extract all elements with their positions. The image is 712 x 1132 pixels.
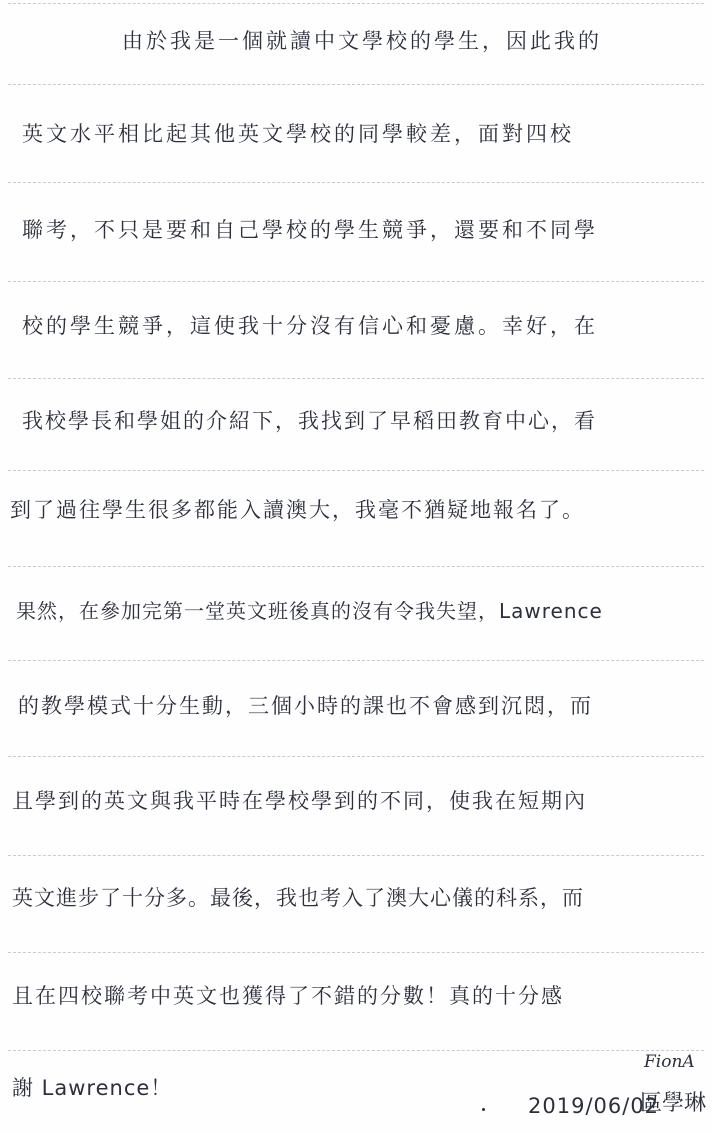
letter-line: 校的學生競爭，這使我十分沒有信心和憂慮。幸好，在 (22, 314, 598, 338)
ruled-line (8, 3, 704, 4)
letter-line: 聯考，不只是要和自己學校的學生競爭，還要和不同學 (22, 218, 598, 242)
letter-line: 的教學模式十分生動，三個小時的課也不會感到沉悶，而 (18, 694, 593, 718)
ruled-line (8, 1050, 704, 1051)
ruled-line (8, 84, 704, 85)
ruled-line (8, 756, 704, 757)
letter-line: 到了過往學生很多都能入讀澳大，我毫不猶疑地報名了。 (10, 498, 585, 522)
letter-line: 且在四校聯考中英文也獲得了不錯的分數！真的十分感 (12, 984, 564, 1008)
letter-line: 果然，在參加完第一堂英文班後真的沒有令我失望，Lawrence (16, 599, 603, 623)
signature-english-name: FionA (644, 1052, 695, 1072)
letter-line: 且學到的英文與我平時在學校學到的不同，使我在短期內 (12, 789, 587, 813)
ruled-line (8, 660, 704, 661)
ruled-line (8, 470, 704, 471)
ruled-line (8, 281, 704, 282)
ruled-line (8, 855, 704, 856)
ruled-line (8, 952, 704, 953)
letter-line: 由於我是一個就讀中文學校的學生，因此我的 (122, 29, 602, 53)
letter-line: 謝 Lawrence！ (12, 1076, 173, 1100)
ruled-line (8, 182, 704, 183)
letter-line: 英文水平相比起其他英文學校的同學較差，面對四校 (22, 122, 574, 146)
signature-chinese-name: 區學琳 (640, 1091, 707, 1116)
signature-date: 2019/06/02 (528, 1094, 660, 1118)
ruled-line (8, 566, 704, 567)
letter-line: 英文進步了十分多。最後，我也考入了澳大心儀的科系，而 (12, 886, 584, 910)
ink-dot (482, 1108, 485, 1111)
letter-line: 我校學長和學姐的介紹下，我找到了早稻田教育中心，看 (22, 409, 597, 433)
ruled-line (8, 378, 704, 379)
